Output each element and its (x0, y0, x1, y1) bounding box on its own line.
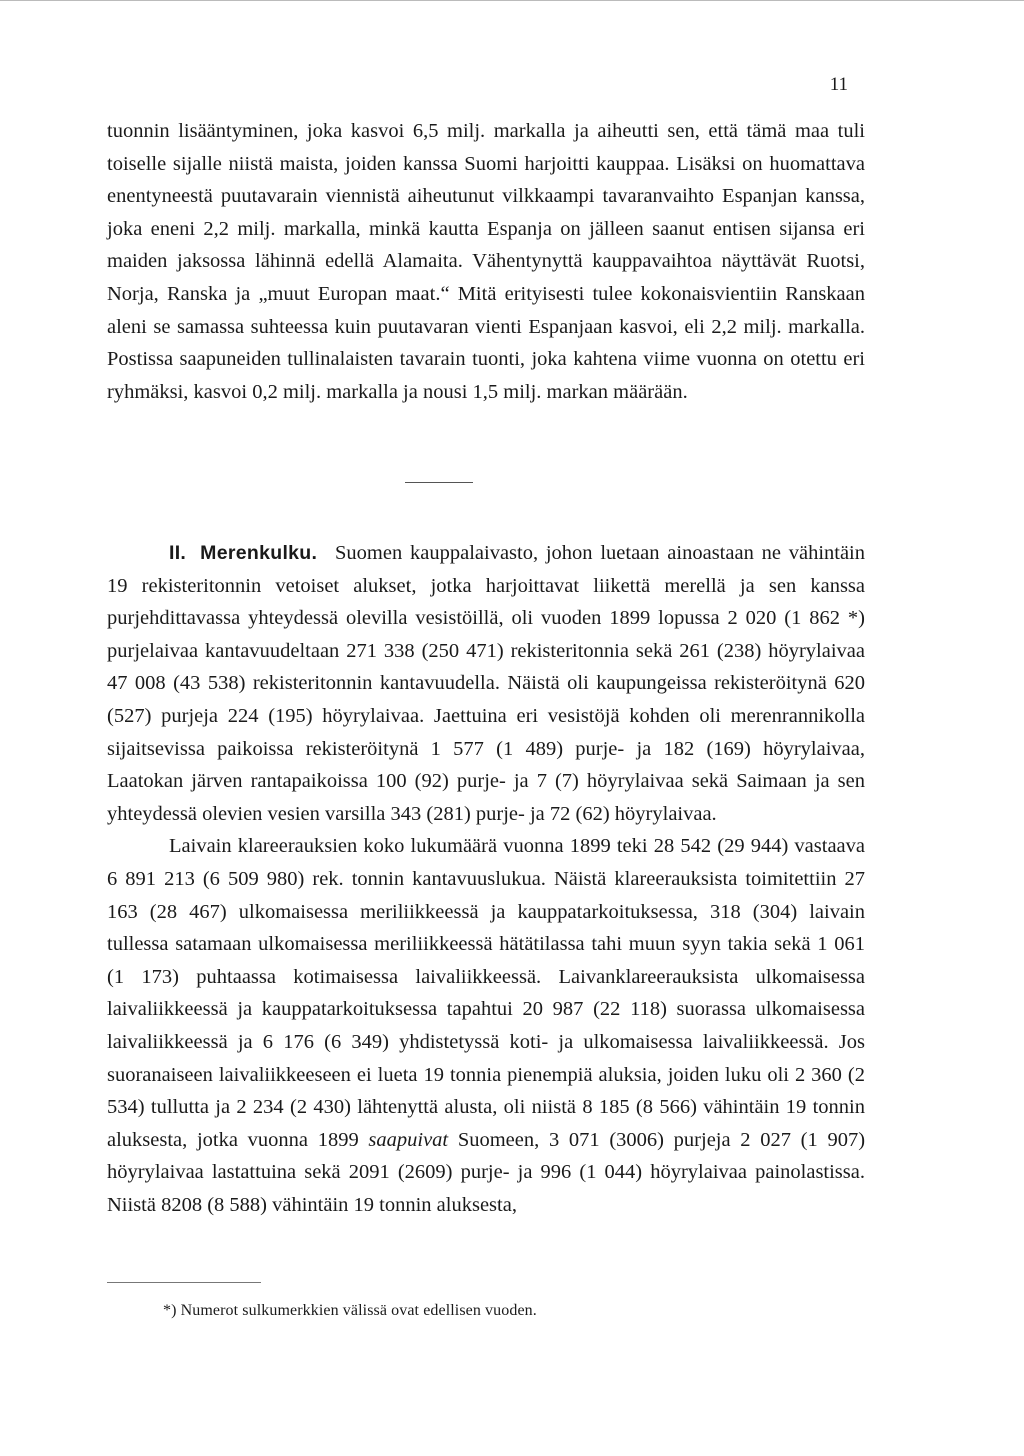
section-heading (169, 542, 317, 564)
footnote-rule (107, 1282, 261, 1283)
section-number: II. (169, 542, 187, 564)
paragraph-trade-continuation: tuonnin lisääntyminen, joka kasvoi 6,5 milj. markalla ja aiheutti sen, että tämä maa tuli toiselle sijalle niistä maista, joiden kanssa Suomi harjoitti kauppaa. Lisäksi on huomattava enentyneestä puutavarain viennistä aiheutunut vilkkaampi tavaranvaihto Espanjan kanssa, joka eneni 2,2 milj. markalla, minkä kautta Espanja on jälleen saanut entisen sijansa eri maiden jaksossa lähinnä edellä Alamaita. Vähentynyttä kauppavaihtoa näyttävät Ruotsi, Norja, Ranska ja „muut Europan maat.“ Mitä erityisesti tulee kokonaisvientiin Ranskaan aleni se samassa suhteessa kuin puutavaran vienti Espanjaan kasvoi, eli 2,2 milj. markalla. Postissa saapuneiden tullinalaisten tavarain tuonti, joka kahtena viime vuonna on otettu eri ryhmäksi, kasvoi 0,2 milj. markalla ja nousi 1,5 milj. markan määrään. (107, 120, 865, 403)
clearances-text-end: Suomeen, 3 071 (3006) purjeja 2 027 (1 907) höyrylaivaa lastattuina sekä 2091 (2609) purje- ja 996 (1 044) höyrylaivaa painolastissa. Niistä 8208 (8 588) vähintäin 19 tonnin aluksesta, (107, 1128, 866, 1216)
footnote: *) Numerot sulkumerkkien välissä ovat edellisen vuoden. (163, 1302, 537, 1319)
clearances-text-start: Laivain klareerauksien koko lukumäärä vuonna 1899 teki 28 542 (29 944) vastaava 6 891 213 (6 509 980) rek. tonnin kantavuuslukua. Näistä klareerauksista toimitettiin 27 163 (28 467) ulkomaisessa meriliikkeessä ja kauppatarkoituksessa, 318 (304) laivain tullessa satamaan ulkomaisessa meriliikkeessä hätätilassa tahi muun syyn takia sekä 1 061 (1 173) puhtaassa kotimaisessa laivaliikkeessä. Laivanklareerauksista ulkomaisessa laivaliikkeessä ja kauppatarkoituksessa tapahtui 20 987 (22 118) suorassa ulkomaisessa laivaliikkeessä ja 6 176 (6 349) yhdistetyssä koti- ja ulkomaisessa laivaliikkeessä. Jos suoranaiseen laivaliikkeeseen ei lueta 19 tonnia pienempiä aluksia, joiden luku oli 2 360 (2 534) tullutta ja 2 234 (2 430) lähtenyttä alusta, oli niistä 8 185 (8 566) vähintäin 19 tonnin aluksesta, jotka vuonna 1899 (107, 835, 865, 1151)
section-title: Merenkulku. (200, 542, 318, 564)
section-separator (405, 482, 473, 483)
paragraph-shipping-fleet (107, 537, 865, 830)
italic-emphasis: saapuivat (368, 1128, 449, 1151)
scan-edge (0, 0, 1024, 1)
paragraph-fleet-text: Suomen kauppalaivasto, johon luetaan ainoastaan ne vähintäin 19 rekisteritonnin vetoiset alukset, jotka harjoittavat liikettä merellä ja sen kanssa purjehdittavassa yhteydessä olevilla vesistöillä, oli vuoden 1899 lopussa 2 020 (1 862 *) purjelaivaa kantavuudeltaan 271 338 (250 471) rekisteritonnia sekä 261 (238) höyrylaivaa 47 008 (43 538) rekisteritonnin kantavuudella. Näistä oli kaupungeissa rekisteröitynä 620 (527) purjeja 224 (195) höyrylaivaa. Jaettuina eri vesistöjä kohden oli merenrannikolla sijaitsevissa paikoissa rekisteröitynä 1 577 (1 489) purje- ja 182 (169) höyrylaivaa, Laatokan järven rantapaikoissa 100 (92) purje- ja 7 (7) höyrylaivaa sekä Saimaan ja sen yhteydessä olevien vesien varsilla 343 (281) purje- ja 72 (62) höyrylaivaa. (107, 542, 866, 825)
page-number: 11 (829, 74, 848, 95)
paragraph-clearances (107, 830, 865, 1221)
text-block-shipping (107, 537, 865, 1221)
text-block-trade (107, 115, 865, 408)
